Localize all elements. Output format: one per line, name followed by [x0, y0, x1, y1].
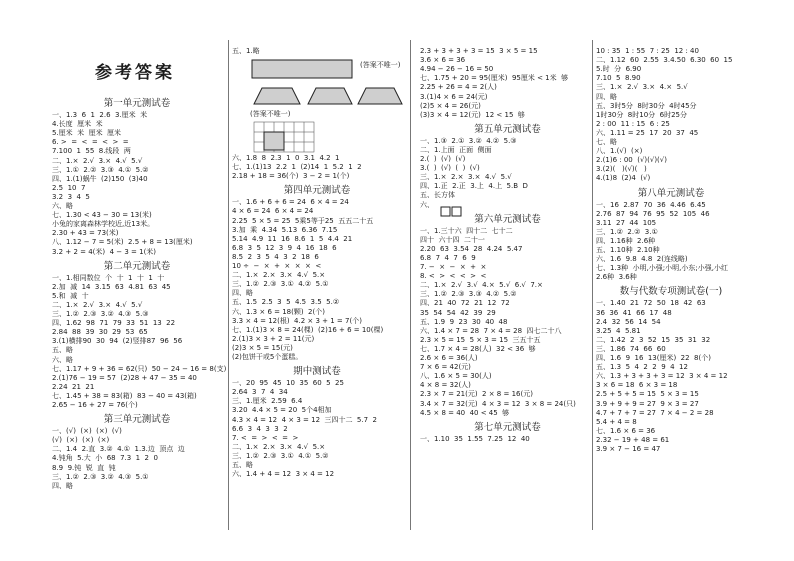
answer-line: 2.( ) (√) (√)	[420, 155, 466, 163]
answer-line: 一、1.3 6 1 2.6 3.厘米 米	[52, 111, 148, 119]
answer-line: 五、1.9 9 23 30 40 48	[420, 317, 508, 326]
answer-line: (答案不唯一)	[250, 110, 291, 118]
answer-line: 2.24 21 21	[52, 382, 95, 391]
answer-line: 4.3 × 4 = 12 4 × 3 = 12 三四十二 5.7 2	[232, 415, 377, 424]
answer-line: 六、1.3 × 6 = 18(颗) 2(个)	[232, 307, 325, 316]
answer-line: 8. < > < < > <	[420, 272, 487, 281]
answer-line: 五、1.10种 2.10种	[596, 246, 660, 254]
grid-figure	[254, 122, 324, 154]
answer-line: 5.4 + 4 = 8	[596, 417, 637, 426]
answer-line: 三、1.② 2.③ 3.③ 4.② 5.②	[420, 290, 517, 299]
answer-line: 二、1.× 2.× 3.× 4.√ 5.×	[232, 442, 326, 451]
answer-line: 六、1.3 + 3 + 3 + 3 = 12 3 × 4 = 12	[596, 372, 728, 381]
answer-line: 2.64 3 7 4 34	[232, 388, 288, 397]
answer-line: 二、1.12 60 2.55 3.4.50 6.30 60 15	[596, 56, 733, 65]
answer-line: (√) (×) (×) (×)	[52, 436, 110, 445]
answer-line: 一、1.40 21 72 50 18 42 63	[596, 299, 706, 308]
answer-line: 五、1.略	[232, 47, 260, 55]
answer-line: 1时30分 8时10分 6时25分	[596, 110, 687, 119]
answer-line: 4.7 + 7 + 7 = 27 7 × 4 − 2 = 28	[596, 408, 714, 417]
column-3	[420, 0, 595, 561]
answer-line: 三、1.86 74 66 60	[596, 344, 666, 353]
answer-line: 6.6 3 4 3 3 2	[232, 424, 288, 433]
answer-line: 四、21 40 72 21 12 72	[420, 299, 510, 308]
answer-line: 2.76 87 94 76 95 52 105 46	[596, 209, 710, 218]
answer-line: 2 : 00 11 : 15 6 : 25	[596, 119, 670, 128]
answer-line: 一、(√) (×) (×) (√)	[52, 427, 122, 436]
answer-line: 八、1.(√) (×)	[596, 147, 643, 156]
answer-line: 七、1.(1)3 × 8 = 24(棵) (2)16 + 6 = 10(棵)	[232, 325, 384, 334]
answer-line: 六、1.8 8 2.3 1 0 3.1 4.2 1	[232, 154, 340, 162]
answer-line: 一、1.三十六 四十二 七十二	[420, 226, 513, 235]
column-2	[232, 0, 402, 561]
answer-line: (2)包饼干或5个蛋糕。	[232, 353, 303, 361]
answer-line: 8.9 9.钝 锐 直 钝	[52, 463, 116, 472]
answer-line: 四、1.16种 2.6种	[596, 236, 656, 245]
answer-line: 八、1.6 × 5 = 30(人)	[420, 372, 492, 381]
answer-line: 三、1.② 2.③ 3.① 4.② 5.①	[232, 280, 329, 289]
answer-line: 六、1.4 × 7 = 28 7 × 4 = 28 四七二十八	[420, 326, 562, 335]
answer-line: 四、1.6 9 16 13(厘米) 22 8(个)	[596, 354, 711, 362]
answer-line: 3.25 4 5.81	[596, 326, 641, 335]
answer-line: 2.4 32 56 14 54	[596, 317, 661, 326]
answer-line: 7 × 6 = 42(元)	[420, 363, 471, 372]
answer-line: 5.14 4.9 11 16 8.6 1 5 4.4 21	[232, 234, 353, 243]
section-heading: 第八单元测试卷	[637, 187, 705, 199]
answer-line: 2.6种 3.6种	[596, 273, 637, 282]
answer-line: 四、1.62 98 71 79 33 51 13 22	[52, 319, 176, 328]
section-heading: 第四单元测试卷	[283, 185, 351, 197]
parallelogram-figure	[252, 58, 362, 80]
answer-line: 5.厘米 米 厘米 厘米	[52, 129, 122, 138]
answer-line: 2.(1)6 : 00 (√)(√)(√)	[596, 156, 667, 165]
answer-line: 3.9 × 7 − 16 = 47	[596, 445, 661, 453]
answer-line: 3.4 × 7 = 32(元) 4 × 3 = 12 3 × 8 = 24(只)	[420, 399, 576, 408]
section-heading: 第二单元测试卷	[103, 260, 171, 272]
answer-line: 3.2 3 4 5	[52, 192, 90, 201]
answer-line: 8.5 2 3 5 4 3 2 18 6	[232, 252, 319, 261]
answer-line: 四、略	[232, 289, 253, 298]
answer-line: 2.18 + 18 = 36(个) 3 − 2 = 1(个)	[232, 172, 350, 181]
page-title: 参考答案	[95, 63, 175, 83]
answer-line: 4.(1)8 (2)4 (√)	[596, 174, 651, 183]
answer-line: 2.84 88 39 30 29 53 65	[52, 328, 148, 337]
answer-line: 七、1.30 < 43 − 30 = 13(米)	[52, 211, 152, 220]
answer-line: 七、1.(1)13 2.2 1 (2)14 1 5.2 1 2	[232, 163, 362, 172]
column-divider	[410, 40, 411, 530]
answer-line: 三、1.× 2.× 3.× 4.√ 5.√	[420, 173, 512, 182]
answer-line: 五、1.5 2.5 3 5 4.5 3.5 5.②	[232, 298, 340, 307]
section-heading: 第三单元测试卷	[103, 414, 171, 426]
answer-line: 7. − × − × + ×	[420, 263, 487, 271]
section-heading: 第一单元测试卷	[103, 98, 171, 109]
answer-line: 3.2 + 2 = 4(米) 4 − 3 = 1(米)	[52, 247, 157, 256]
answer-line: 二、1.× 2.√ 3.× 4.√ 5.√	[52, 300, 143, 309]
answer-line: 4.5 × 8 = 40 40 < 45 够	[420, 408, 510, 417]
answer-line: 2.6 × 6 = 36(人)	[420, 354, 478, 362]
answer-line: 一、1.③ 2.① 3.② 4.② 5.③	[420, 136, 517, 145]
answer-line: 四、1.(1)蜗牛 (2)150 (3)40	[52, 174, 148, 183]
answer-line: 三、1.① 2.② 3.③ 4.① 5.②	[52, 165, 149, 174]
answer-line: 2.25 + 26 = 4 = 2(人)	[420, 83, 497, 92]
answer-line: 2.加 减 14 3.15 63 4.81 63 45	[52, 282, 171, 291]
answer-line: 六、	[420, 200, 434, 209]
answer-line: 2.3 × 5 = 15 5 × 3 = 15 三五十五	[420, 335, 541, 344]
answer-line: (2)3 × 5 = 15(元)	[232, 343, 293, 352]
answer-line: 一、20 95 45 10 35 60 5 25	[232, 379, 344, 388]
answer-line: 3.(2)( )(√)( )	[596, 165, 647, 174]
answer-line: 2.3 + 3 + 3 + 3 = 15 3 × 5 = 15	[420, 47, 538, 55]
column-1	[52, 0, 227, 561]
answer-line: 五、1.3 5 4 2 2 9 4 12	[596, 363, 688, 372]
answer-line: 3.11 27 44 105	[596, 218, 657, 227]
column-divider	[228, 40, 229, 530]
answer-line: 六、1.11 = 25 17 20 37 45	[596, 128, 699, 137]
answer-line: 4.钝角 5.大 小 68 7.3 1 2 0	[52, 454, 158, 463]
answer-line: 35 54 54 42 39 29	[420, 308, 496, 317]
answer-line: 4 × 8 = 32(人)	[420, 381, 471, 390]
answer-line: 36 36 41 66 17 48	[596, 308, 672, 317]
answer-line: 六、1.4 + 4 = 12 3 × 4 = 12	[232, 470, 335, 479]
answer-line: 三、1.② 2.③ 3.② 4.③ 5.①	[52, 472, 149, 481]
section-heading: 第七单元测试卷	[474, 421, 541, 433]
answer-line: (答案不唯一)	[360, 61, 401, 69]
answer-line: 六、略	[52, 355, 73, 364]
answer-line: 七、略	[596, 138, 617, 146]
answer-line: 2.(1)76 − 19 = 57 (2)28 + 47 − 35 = 40	[52, 373, 197, 382]
answer-line: 三、1.② 2.③ 3.① 4.① 5.②	[232, 451, 329, 460]
answer-line: 五、3时5分 8时30分 4时45分	[596, 101, 697, 110]
answer-line: 一、1.相同数位 个 十 1 十 1 十	[52, 273, 165, 282]
answer-line: 4 × 6 = 24 6 × 4 = 24	[232, 207, 314, 216]
answer-line: 3.(1)横排90 30 94 (2)竖排87 96 56	[52, 337, 183, 346]
answer-line: 3.9 + 9 + 9 = 27 9 × 3 = 27	[596, 399, 699, 408]
answer-line: 一、1.10 35 1.55 7.25 12 40	[420, 434, 530, 443]
answer-line: 7. < = > < = >	[232, 433, 299, 442]
answer-line: (2)5 × 4 = 26(元)	[420, 101, 481, 110]
answer-line: 二、1.× 2.× 3.× 4.√ 5.×	[232, 271, 326, 280]
answer-line: 3.3 × 4 = 12(根) 4.2 × 3 + 1 = 7(个)	[232, 316, 362, 325]
answer-line: 3.6 × 6 = 36	[420, 56, 466, 65]
answer-line: 四、1.正 2.正 3.上 4.上 5.B D	[420, 182, 528, 191]
answer-line: 七、1.3种 小明,小强;小明,小东;小强,小红	[596, 264, 728, 273]
answer-line: (3)3 × 4 = 12(元) 12 < 15 够	[420, 110, 525, 119]
section-heading: 期中测试卷	[293, 366, 341, 378]
answer-line: 5.和 减 十	[52, 291, 89, 300]
section-heading: 数与代数专项测试卷(一)	[619, 286, 723, 298]
answer-line: 3.( ) (√) ( ) (√)	[420, 164, 480, 173]
answer-line: 二、1.42 2 3 52 15 35 31 32	[596, 335, 711, 344]
column-4	[596, 0, 746, 561]
answer-line: 三、1.② 2.② 3.①	[596, 227, 658, 236]
answer-line: 三、1.厘米 2.59 6.4	[232, 397, 303, 406]
answer-line: 二、1.上面 正面 侧面	[420, 145, 492, 154]
trapezoid-figures	[254, 86, 424, 106]
answer-line: 二、1.4 2.直 3.② 4.① 1.3.边 顶点 边	[52, 445, 185, 454]
answer-line: 五、略	[52, 346, 73, 355]
answer-line: 2.(1)3 × 3 + 2 = 11(元)	[232, 334, 315, 343]
answer-line: 四、略	[596, 92, 617, 101]
answer-line: 七、1.17 + 9 + 36 = 62(只) 50 − 24 − 16 = 8(支)	[52, 364, 227, 373]
answer-line: 五、长方体	[420, 191, 455, 200]
answer-line: 二、1.× 2.√ 3.√ 4.× 5.√ 6.√ 7.×	[420, 281, 543, 290]
answer-line: 2.32 − 19 + 48 = 61	[596, 435, 670, 444]
answer-line: 2.20 63 3.54 28 4.24 5.47	[420, 244, 523, 253]
answer-line: 小兔的家离森林学校近,近13米。	[52, 220, 155, 229]
answer-line: 六、略	[52, 202, 73, 210]
answer-line: 七、1.75 + 20 = 95(厘米) 95厘米 < 1米 够	[420, 74, 569, 83]
answer-line: 10 ÷ − × + × × × <	[232, 262, 322, 270]
answer-line: 6.8 3 5 12 3 9 4 16 18 6	[232, 243, 337, 252]
answer-line: 2.65 − 16 + 27 = 76(个)	[52, 401, 138, 409]
answer-line: 四十 六十四 二十一	[420, 235, 485, 244]
answer-line: 2.25 5 × 5 = 25 5乘5等于25 五五二十五	[232, 216, 374, 225]
section-heading: 第五单元测试卷	[474, 123, 541, 135]
answer-line: 7.10 5 8.90	[596, 74, 641, 83]
answer-line: 七、1.7 × 4 = 28(人) 32 < 36 够	[420, 344, 536, 353]
answer-line: 2.5 10 7	[52, 183, 86, 192]
answer-line: 2.30 + 43 = 73(米)	[52, 229, 119, 238]
answer-line: 2.5 + 5 + 5 = 15 5 × 3 = 15	[596, 390, 699, 399]
answer-line: 6. > = < = < > =	[52, 138, 129, 147]
answer-line: 一、16 2.87 70 36 4.46 6.45	[596, 200, 706, 209]
answer-line: 3.(1)4 × 6 = 24(元)	[420, 92, 488, 101]
answer-line: 七、1.6 × 6 = 36	[596, 426, 656, 435]
answer-line: 3.20 4.4 × 5 = 20 5个4相加	[232, 406, 332, 415]
answer-line: 四、略	[52, 481, 73, 490]
answer-line: 4.长度 厘米 米	[52, 120, 103, 129]
answer-line: 五、略	[232, 461, 253, 469]
answer-line: 10 : 35 1 : 55 7 : 25 12 : 40	[596, 47, 699, 55]
answer-line: 7.100 1 55 8.线段 两	[52, 147, 131, 156]
answer-line: 三、1.× 2.√ 3.× 4.× 5.√	[596, 83, 688, 92]
answer-line: 4.94 − 26 − 16 = 50	[420, 65, 494, 74]
answer-line: 6.8 7 4 7 6 9	[420, 253, 476, 262]
answer-line: 六、1.6 9.8 4.8 2(连线略)	[596, 255, 688, 264]
answer-line: 三、1.② 2.③ 3.② 4.③ 5.③	[52, 310, 149, 318]
answer-line: 5.时 分 6.90	[596, 65, 642, 74]
answer-line: 一、1.6 + 6 + 6 = 24 6 × 4 = 24	[232, 198, 349, 207]
answer-line: 3.加 乘 4.34 5.13 6.36 7.15	[232, 225, 338, 234]
section-heading: 第六单元测试卷	[474, 213, 541, 225]
answer-line: 2.3 × 7 = 21(元) 2 × 8 = 16(元)	[420, 390, 533, 399]
answer-line: 二、1.× 2.√ 3.× 4.√ 5.√	[52, 156, 143, 165]
answer-line: 3 × 6 = 18 6 × 3 = 18	[596, 381, 678, 390]
answer-line: 八、1.12 − 7 = 5(米) 2.5 + 8 = 13(厘米)	[52, 238, 193, 247]
answer-line: 七、1.45 + 38 = 83(箱) 83 − 40 = 43(箱)	[52, 391, 197, 400]
